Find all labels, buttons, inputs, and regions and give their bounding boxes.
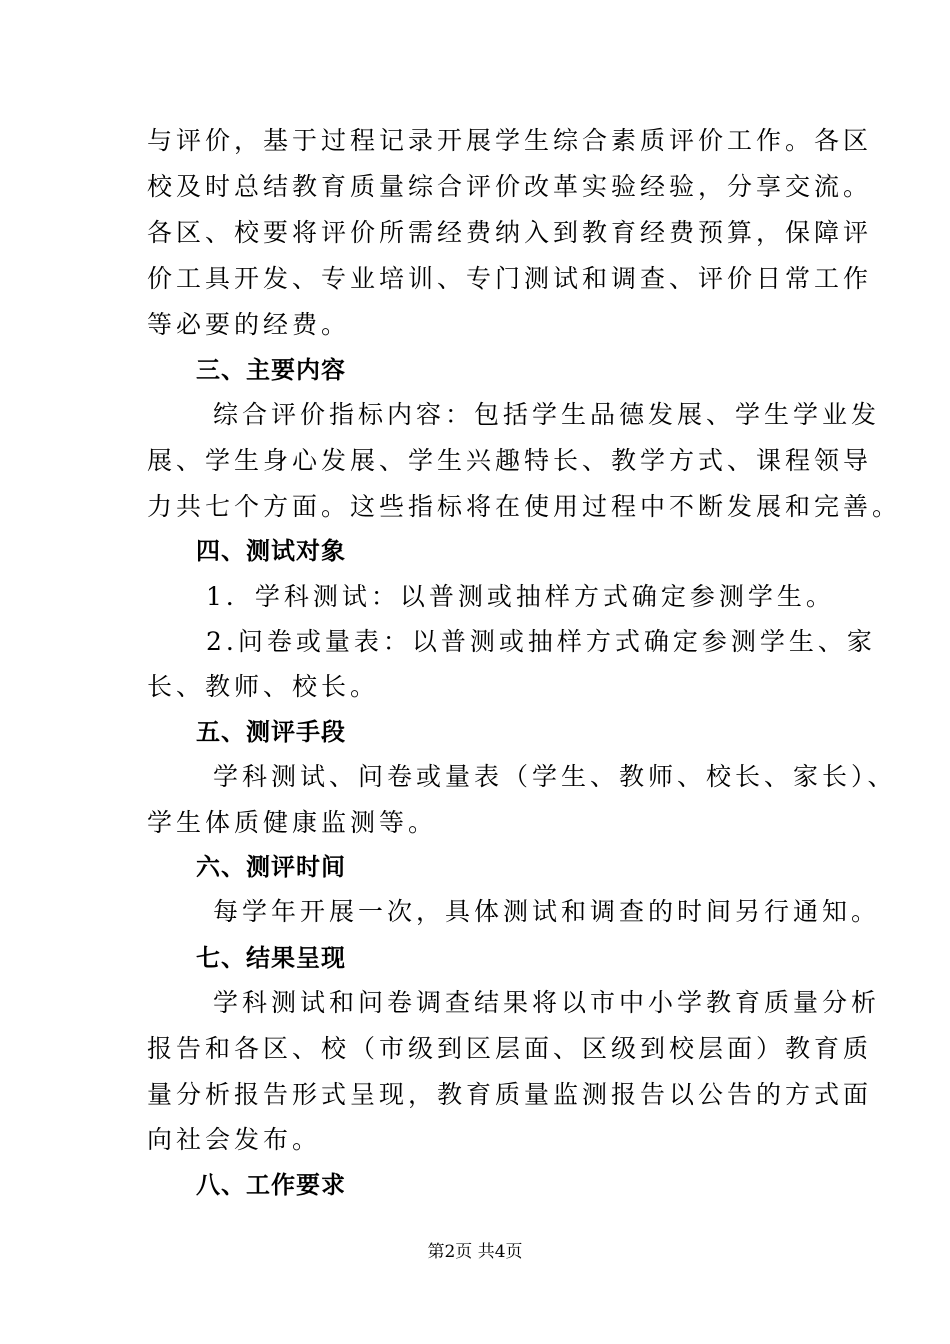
section5-line-1: 学科测试、问卷或量表（学生、教师、校长、家长）、 <box>213 762 897 791</box>
section3-line-2: 展、学生身心发展、学生兴趣特长、教学方式、课程领导 <box>147 446 873 475</box>
section-heading-3: 三、主要内容 <box>196 356 346 384</box>
section7-line-3: 量分析报告形式呈现，教育质量监测报告以公告的方式面 <box>147 1080 873 1109</box>
section7-line-2: 报告和各区、校（市级到区层面、区级到校层面）教育质 <box>147 1034 873 1063</box>
body-line-5: 等必要的经费。 <box>147 310 351 339</box>
section-heading-5: 五、测评手段 <box>196 718 346 746</box>
section6-line-1: 每学年开展一次，具体测试和调查的时间另行通知。 <box>213 897 881 926</box>
body-line-3: 各区、校要将评价所需经费纳入到教育经费预算，保障评 <box>147 218 873 247</box>
section5-line-2: 学生体质健康监测等。 <box>147 808 438 837</box>
body-line-1: 与评价，基于过程记录开展学生综合素质评价工作。各区 <box>147 126 873 155</box>
body-line-2: 校及时总结教育质量综合评价改革实验经验，分享交流。 <box>147 172 873 201</box>
section-heading-4: 四、测试对象 <box>196 537 346 565</box>
section3-line-3: 力共七个方面。这些指标将在使用过程中不断发展和完善。 <box>147 492 902 521</box>
section-heading-6: 六、测评时间 <box>196 853 346 881</box>
body-line-4: 价工具开发、专业培训、专门测试和调查、评价日常工作 <box>147 264 873 293</box>
page-footer: 第2页 共4页 <box>427 1242 523 1262</box>
section7-line-1: 学科测试和问卷调查结果将以市中小学教育质量分析 <box>213 988 881 1017</box>
section3-line-1: 综合评价指标内容：包括学生品德发展、学生学业发 <box>213 400 881 429</box>
section-heading-8: 八、工作要求 <box>196 1171 346 1199</box>
section7-line-4: 向社会发布。 <box>147 1125 322 1154</box>
section4-item-2-line-2: 长、教师、校长。 <box>147 672 380 701</box>
section4-item-2-line-1: 2.问卷或量表：以普测或抽样方式确定参测学生、家 <box>206 627 876 656</box>
section-heading-7: 七、结果呈现 <box>196 944 346 972</box>
section4-item-1: 1．学科测试：以普测或抽样方式确定参测学生。 <box>206 582 835 611</box>
